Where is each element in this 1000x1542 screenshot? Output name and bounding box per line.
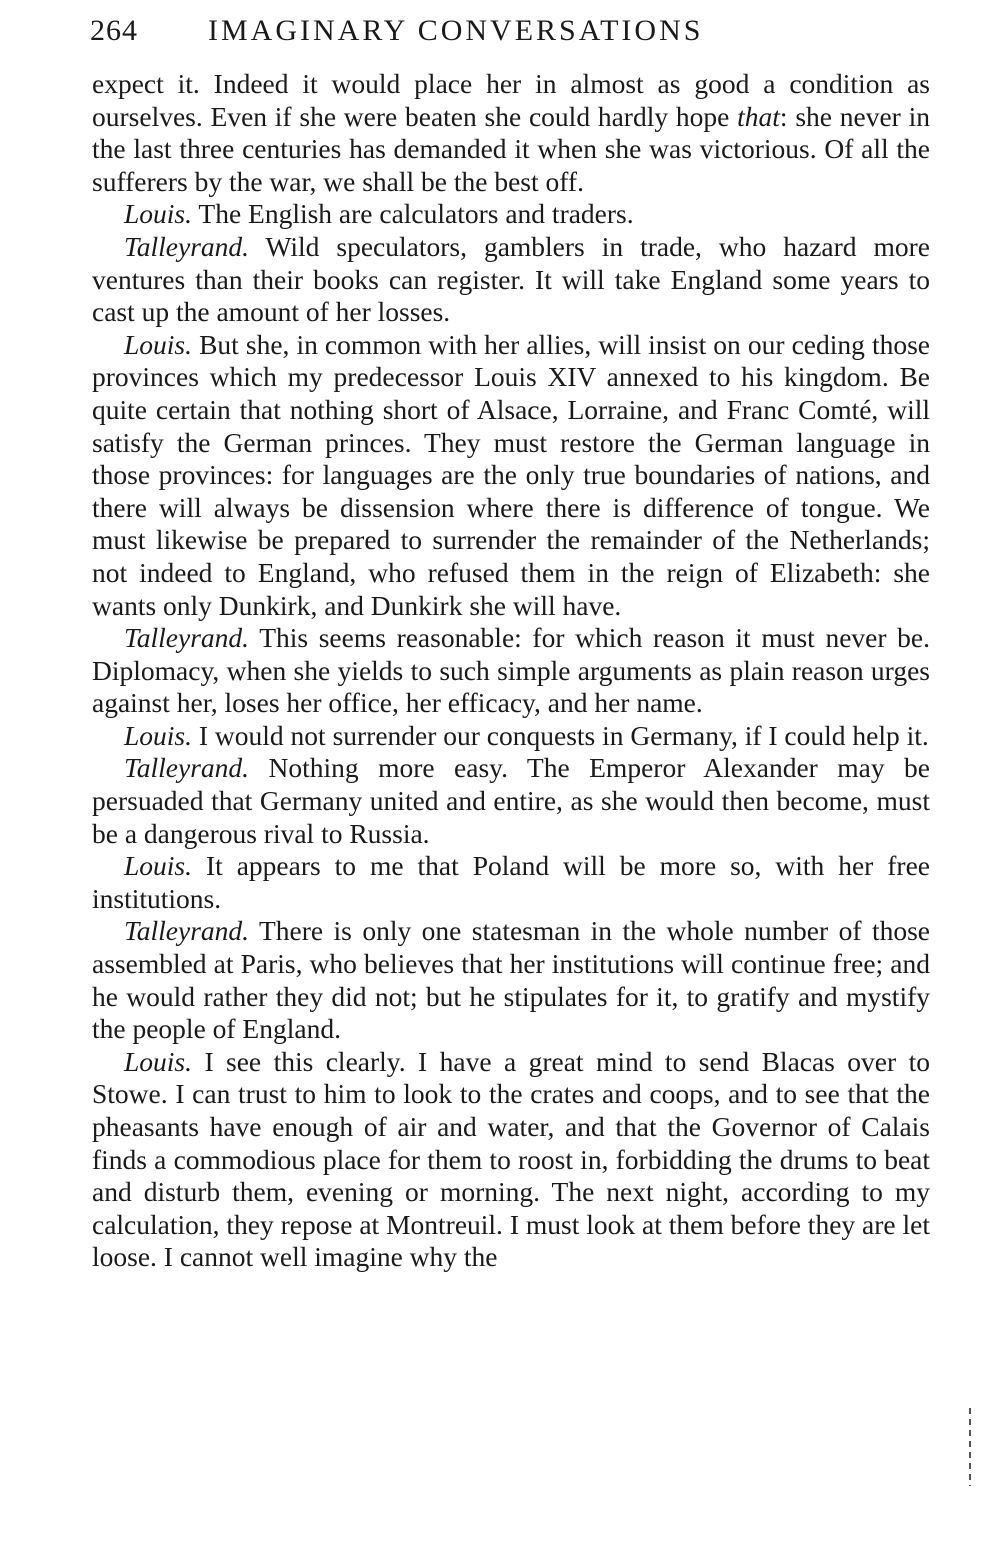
dialogue-paragraph: [92, 231, 930, 329]
dialogue-text: But she, in common with her allies, will insist on our ceding those provinces which my predecessor Louis XIV annexed to his kingdom. Be quite certain that nothing short of Alsace, Lorraine, and Franc Comté, will satisfy the German princes. They must restore the German language in those provinces: for languages are the only true boundaries of nations, and there will always be dissension where there is difference of tongue. We must likewise be prepared to surrender the remainder of the Netherlands; not indeed to England, who refused them in the reign of Elizabeth: she wants only Dunkirk, and Dunkirk she will have.: [92, 328, 930, 621]
dialogue-text: It appears to me that Poland will be more so, with her free institutions.: [92, 850, 930, 914]
dialogue-paragraph: [92, 752, 930, 850]
paragraph-text: : she never in the last three centuries has demanded it when she was victorious. Of all the sufferers by the war, we shall be the best off.: [92, 100, 930, 197]
dialogue-text: I see this clearly. I have a great mind to send Blacas over to Stowe. I can trust to him to look to the crates and coops, and to see that the pheasants have enough of air and water, and that the Governor of Calais finds a commodious place for them to roost in, forbidding the drums to beat and disturb them, evening or morning. The next night, according to my calculation, they repose at Montreuil. I must look at them before they are let loose. I cannot well imagine why the: [92, 1045, 930, 1273]
dialogue-text: I would not surrender our conquests in Germany, if I could help it.: [192, 719, 929, 751]
dialogue-text: There is only one statesman in the whole number of those assembled at Paris, who believes that her institutions will continue free; and he would rather they did not; but he stipulates for it, to gratify and mystify the people of England.: [92, 915, 930, 1045]
speaker-name: Talleyrand.: [124, 752, 250, 784]
dialogue-paragraph: [92, 198, 930, 231]
speaker-name: Louis.: [124, 1045, 193, 1077]
speaker-name: Talleyrand.: [124, 622, 250, 654]
paragraph-text: expect it. Indeed it would place her in almost as good a condition as ourselves. Even if she were beaten she could hardly hope: [92, 68, 930, 132]
speaker-name: Talleyrand.: [124, 230, 250, 262]
page-number: 264: [90, 14, 138, 47]
speaker-name: Louis.: [124, 328, 193, 360]
dialogue-paragraph: [92, 850, 930, 915]
running-title: IMAGINARY CONVERSATIONS: [208, 14, 704, 47]
speaker-name: Talleyrand.: [124, 915, 250, 947]
dialogue-text: The English are calculators and traders.: [192, 198, 634, 230]
dialogue-paragraph: [92, 622, 930, 720]
dialogue-paragraph: [92, 915, 930, 1045]
running-header: [90, 14, 830, 54]
dialogue-paragraph: [92, 1046, 930, 1274]
dialogue-paragraph: [92, 329, 930, 622]
dialogue-paragraph: [92, 720, 930, 753]
paragraph-continuation: [92, 68, 930, 198]
dialogue-text: Wild speculators, gamblers in trade, who hazard more ventures than their books can register. It will take England some years to cast up the amount of her losses.: [92, 230, 930, 328]
body-text: [92, 68, 930, 1274]
dialogue-text: Nothing more easy. The Emperor Alexander may be persuaded that Germany united and entire, as she would then become, must be a dangerous rival to Russia.: [92, 752, 930, 849]
margin-scan-mark: [969, 1408, 971, 1486]
speaker-name: Louis.: [124, 198, 193, 230]
speaker-name: Louis.: [124, 850, 193, 882]
dialogue-text: This seems reasonable: for which reason it must never be. Diplomacy, when she yields to such simple arguments as plain reason urges against her, loses her office, her efficacy, and her name.: [92, 622, 930, 719]
emphasized-word: that: [737, 100, 780, 132]
speaker-name: Louis.: [124, 719, 193, 751]
